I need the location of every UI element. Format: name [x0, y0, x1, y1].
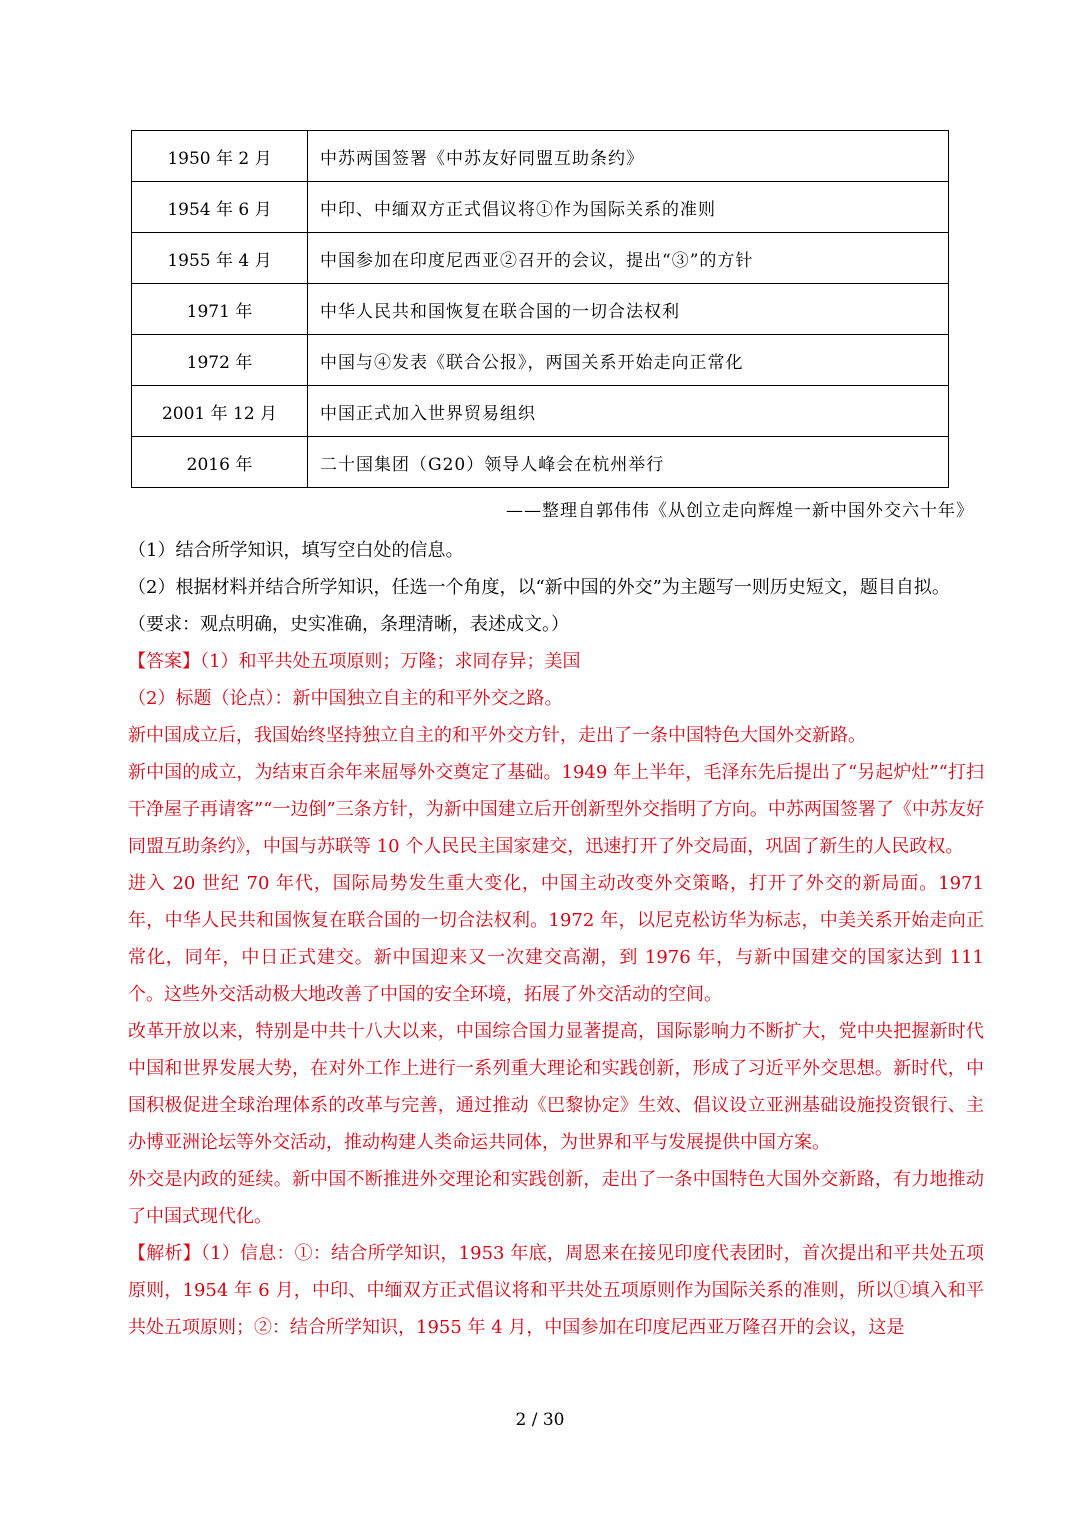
table-cell-event: 中苏两国签署《中苏友好同盟互助条约》	[308, 131, 949, 182]
answer-label: 【答案】	[128, 651, 200, 672]
table-cell-event: 中国正式加入世界贸易组织	[308, 386, 949, 437]
answer-paragraph: 新中国成立后，我国始终坚持独立自主的和平外交方针，走出了一条中国特色大国外交新路。	[128, 725, 866, 746]
table-cell-date: 1972 年	[132, 335, 308, 386]
question-body	[128, 532, 984, 1346]
table-cell-event: 中国参加在印度尼西亚②召开的会议，提出“③”的方针	[308, 233, 949, 284]
table-cell-event: 二十国集团（G20）领导人峰会在杭州举行	[308, 437, 949, 488]
table-row	[132, 284, 949, 335]
table-cell-date: 1971 年	[132, 284, 308, 335]
page-number: 2 / 30	[515, 1410, 565, 1430]
table-row	[132, 386, 949, 437]
answer-paragraph: 进入 20 世纪 70 年代，国际局势发生重大变化，中国主动改变外交策略，打开了外交的新局面。1971 年，中华人民共和国恢复在联合国的一切合法权利。1972 年，以尼克松访华为标志，中美关系开始走向正常化，同年，中日正式建交。新中国迎来又一次建交高潮，到 1976 年，与新中国建交的国家达到 111 个。这些外交活动极大地改善了中国的安全环境，拓展了外交活动的空间。	[128, 873, 984, 1005]
analysis-label: 【解析】	[128, 1243, 201, 1264]
table-row	[132, 233, 949, 284]
answer-part-1	[128, 643, 984, 680]
answer-part-1-text: （1）和平共处五项原则；万隆；求同存异；美国	[200, 651, 581, 672]
table-row	[132, 437, 949, 488]
events-table	[131, 130, 949, 488]
table-cell-event: 中国与④发表《联合公报》，两国关系开始走向正常化	[308, 335, 949, 386]
table-cell-date: 2001 年 12 月	[132, 386, 308, 437]
question-requirement: （要求：观点明确，史实准确，条理清晰，表述成文。）	[128, 614, 569, 635]
analysis-text: （1）信息：①：结合所学知识，1953 年底，周恩来在接见印度代表团时，首次提出和平共处五项原则，1954 年 6 月，中印、中缅双方正式倡议将和平共处五项原则作为国际关系的准则，所以①填入和平共处五项原则；②：结合所学知识，1955 年 4 月，中国参加在印度尼西亚万隆召开的会议，这是	[128, 1243, 984, 1338]
table-cell-event: 中华人民共和国恢复在联合国的一切合法权利	[308, 284, 949, 335]
table-row	[132, 335, 949, 386]
analysis-paragraph	[128, 1235, 984, 1346]
answer-paragraph: 外交是内政的延续。新中国不断推进外交理论和实践创新，走出了一条中国特色大国外交新路，有力地推动了中国式现代化。	[128, 1169, 984, 1227]
table-row	[132, 182, 949, 233]
question-1: （1）结合所学知识，填写空白处的信息。	[128, 540, 464, 561]
table-row	[132, 131, 949, 182]
question-2: （2）根据材料并结合所学知识，任选一个角度，以“新中国的外交”为主题写一则历史短文，题目自拟。	[128, 577, 950, 598]
table-cell-event: 中印、中缅双方正式倡议将①作为国际关系的准则	[308, 182, 949, 233]
table-cell-date: 1954 年 6 月	[132, 182, 308, 233]
table-cell-date: 1950 年 2 月	[132, 131, 308, 182]
answer-paragraph: 改革开放以来，特别是中共十八大以来，中国综合国力显著提高，国际影响力不断扩大，党中央把握新时代中国和世界发展大势，在对外工作上进行一系列重大理论和实践创新，形成了习近平外交思想。新时代，中国积极促进全球治理体系的改革与完善，通过推动《巴黎协定》生效、倡议设立亚洲基础设施投资银行、主办博亚洲论坛等外交活动，推动构建人类命运共同体，为世界和平与发展提供中国方案。	[128, 1021, 984, 1153]
answer-part-2-title: （2）标题（论点）：新中国独立自主的和平外交之路。	[128, 688, 563, 709]
table-source-citation: ——整理自郭伟伟《从创立走向辉煌一新中国外交六十年》	[506, 501, 974, 521]
answer-paragraph: 新中国的成立，为结束百余年来屈辱外交奠定了基础。1949 年上半年，毛泽东先后提出了“另起炉灶”“打扫干净屋子再请客”“一边倒”三条方针，为新中国建立后开创新型外交指明了方向。中苏两国签署了《中苏友好同盟互助条约》，中国与苏联等 10 个人民民主国家建交，迅速打开了外交局面，巩固了新生的人民政权。	[128, 762, 984, 857]
table-cell-date: 2016 年	[132, 437, 308, 488]
table-cell-date: 1955 年 4 月	[132, 233, 308, 284]
